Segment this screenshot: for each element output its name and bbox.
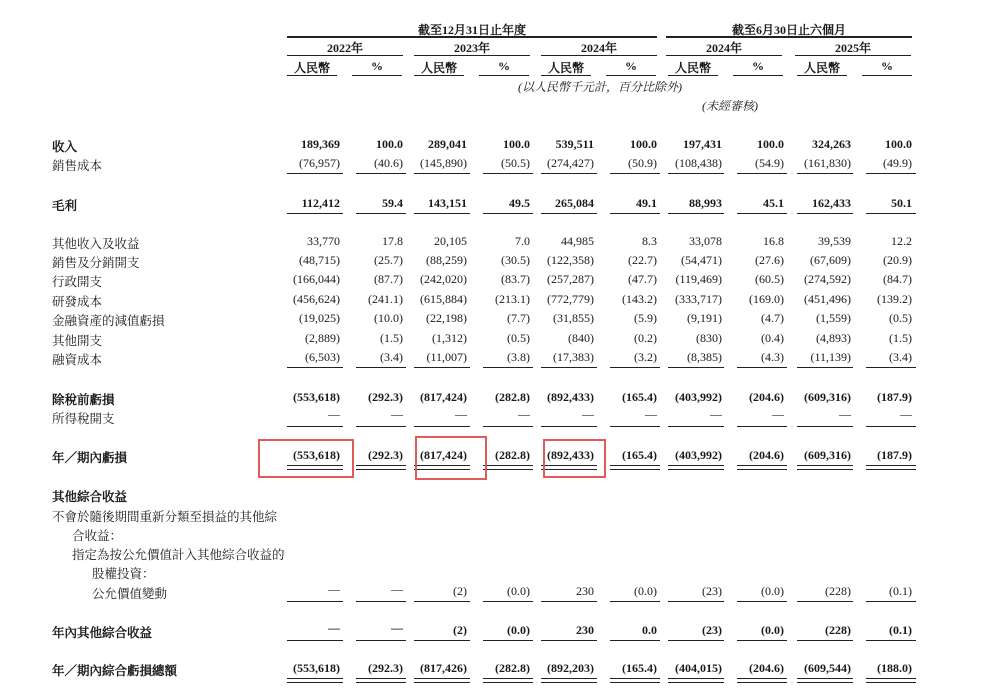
single-rule — [737, 426, 787, 427]
single-rule — [737, 640, 787, 641]
cell-oci-for-year-pct: (0.0) — [761, 623, 784, 637]
cell-income-tax-rmb: — — [839, 407, 851, 421]
cell-admin-expenses-rmb: (166,044) — [293, 272, 340, 286]
cell-selling-expenses-rmb: (48,715) — [299, 253, 340, 267]
subheader-rule — [414, 75, 464, 76]
single-rule — [356, 601, 406, 602]
single-rule — [668, 173, 724, 174]
row-label-income-tax: 所得稅開支 — [52, 412, 115, 426]
row-label-revenue: 收入 — [52, 140, 78, 154]
col-header-pct: % — [371, 59, 383, 73]
cell-impairment-pct: (7.7) — [507, 311, 530, 325]
cell-other-expenses-pct: (1.5) — [889, 331, 912, 345]
single-rule — [797, 213, 853, 214]
cell-other-income-pct: 16.8 — [763, 234, 784, 248]
cell-cost-of-sales-rmb: (145,890) — [420, 156, 467, 170]
single-rule — [483, 173, 533, 174]
cell-other-expenses-pct: (0.5) — [507, 331, 530, 345]
cell-loss-for-period-pct: (292.3) — [368, 448, 403, 462]
row-label-fair-value-change: 公允價值變動 — [92, 587, 168, 601]
cell-loss-before-tax-pct: (204.6) — [749, 390, 784, 404]
cell-fair-value-change-pct: (0.1) — [889, 584, 912, 598]
row-label-selling-expenses: 銷售及分銷開支 — [52, 256, 140, 270]
cell-loss-for-period-rmb: (609,316) — [804, 448, 851, 462]
cell-rd-costs-rmb: (615,884) — [420, 292, 467, 306]
year-2022: 2022年 — [326, 41, 363, 55]
single-rule — [668, 601, 724, 602]
cell-gross-profit-pct: 45.1 — [763, 196, 784, 210]
cell-other-expenses-rmb: (4,893) — [816, 331, 851, 345]
row-label-oci-heading: 其他綜合收益 — [52, 490, 128, 504]
cell-selling-expenses-pct: (22.7) — [628, 253, 657, 267]
row-label-gross-profit: 毛利 — [52, 199, 78, 213]
double-rule — [414, 678, 470, 683]
cell-finance-costs-rmb: (11,139) — [810, 350, 851, 364]
cell-finance-costs-pct: (3.4) — [889, 350, 912, 364]
double-rule — [797, 465, 853, 470]
cell-total-comprehensive-loss-rmb: (404,015) — [675, 661, 722, 675]
cell-other-expenses-pct: (1.5) — [380, 331, 403, 345]
year-rule — [795, 55, 911, 56]
double-rule — [356, 465, 406, 470]
single-rule — [483, 426, 533, 427]
cell-selling-expenses-pct: (30.5) — [501, 253, 530, 267]
cell-total-comprehensive-loss-rmb: (609,544) — [804, 661, 851, 675]
cell-other-income-rmb: 39,539 — [818, 234, 851, 248]
double-rule — [541, 678, 597, 683]
cell-loss-before-tax-rmb: (403,992) — [675, 390, 722, 404]
cell-admin-expenses-pct: (47.7) — [628, 272, 657, 286]
cell-impairment-pct: (10.0) — [374, 311, 403, 325]
period-rule-full-year — [287, 36, 657, 38]
cell-other-income-pct: 12.2 — [891, 234, 912, 248]
subheader-rule — [668, 75, 718, 76]
double-rule — [797, 678, 853, 683]
highlight-box-2022-loss — [258, 439, 354, 478]
cell-loss-for-period-rmb: (892,433) — [547, 448, 594, 462]
single-rule — [866, 640, 916, 641]
cell-rd-costs-pct: (143.2) — [622, 292, 657, 306]
cell-fair-value-change-pct: — — [391, 582, 403, 596]
cell-other-income-rmb: 33,770 — [307, 234, 340, 248]
single-rule — [668, 213, 724, 214]
row-label-impairment: 金融資產的減值虧損 — [52, 314, 165, 328]
single-rule — [356, 213, 406, 214]
cell-cost-of-sales-pct: (54.9) — [755, 156, 784, 170]
single-rule — [541, 601, 597, 602]
cell-fair-value-change-rmb: — — [328, 582, 340, 596]
subheader-rule — [606, 75, 656, 76]
single-rule — [866, 367, 916, 368]
cell-gross-profit-rmb: 88,993 — [689, 196, 722, 210]
cell-admin-expenses-pct: (60.5) — [755, 272, 784, 286]
single-rule — [541, 426, 597, 427]
cell-gross-profit-pct: 50.1 — [891, 196, 912, 210]
cell-fair-value-change-rmb: 230 — [576, 584, 594, 598]
cell-rd-costs-rmb: (333,717) — [675, 292, 722, 306]
cell-loss-before-tax-rmb: (817,424) — [420, 390, 467, 404]
cell-impairment-rmb: (22,198) — [426, 311, 467, 325]
cell-cost-of-sales-rmb: (161,830) — [804, 156, 851, 170]
subheader-rule — [862, 75, 912, 76]
cell-finance-costs-pct: (4.3) — [761, 350, 784, 364]
cell-total-comprehensive-loss-rmb: (817,426) — [420, 661, 467, 675]
cell-cost-of-sales-pct: (50.5) — [501, 156, 530, 170]
single-rule — [737, 367, 787, 368]
cell-loss-before-tax-pct: (282.8) — [495, 390, 530, 404]
cell-income-tax-rmb: — — [455, 407, 467, 421]
double-rule — [287, 678, 343, 683]
cell-total-comprehensive-loss-pct: (204.6) — [749, 661, 784, 675]
year-2023: 2023年 — [453, 41, 490, 55]
row-label-finance-costs: 融資成本 — [52, 353, 103, 367]
cell-oci-for-year-pct: — — [391, 621, 403, 635]
cell-finance-costs-pct: (3.8) — [507, 350, 530, 364]
cell-selling-expenses-pct: (25.7) — [374, 253, 403, 267]
single-rule — [287, 173, 343, 174]
single-rule — [483, 640, 533, 641]
cell-other-expenses-pct: (0.4) — [761, 331, 784, 345]
cell-loss-before-tax-rmb: (609,316) — [804, 390, 851, 404]
row-label-oci-sub1a: 不會於隨後期間重新分類至損益的其他綜 — [52, 510, 278, 524]
subheader-rule — [733, 75, 783, 76]
cell-income-tax-rmb: — — [710, 407, 722, 421]
cell-gross-profit-rmb: 162,433 — [812, 196, 851, 210]
cell-impairment-pct: (4.7) — [761, 311, 784, 325]
cell-other-expenses-pct: (0.2) — [634, 331, 657, 345]
row-label-other-expenses: 其他開支 — [52, 334, 103, 348]
single-rule — [668, 640, 724, 641]
cell-admin-expenses-pct: (84.7) — [883, 272, 912, 286]
single-rule — [541, 367, 597, 368]
row-label-rd-costs: 研發成本 — [52, 295, 103, 309]
cell-oci-for-year-rmb: 230 — [576, 623, 594, 637]
cell-loss-before-tax-rmb: (553,618) — [293, 390, 340, 404]
year-2025-h1: 2025年 — [834, 41, 871, 55]
highlight-box-2024-loss — [543, 439, 606, 478]
cell-income-tax-rmb: — — [328, 407, 340, 421]
cell-loss-before-tax-pct: (187.9) — [877, 390, 912, 404]
single-rule — [610, 173, 660, 174]
highlight-box-2023-loss — [415, 436, 487, 480]
row-label-oci-sub1b: 合收益： — [72, 529, 123, 543]
single-rule — [356, 640, 406, 641]
single-rule — [414, 213, 470, 214]
single-rule — [737, 213, 787, 214]
cell-income-tax-pct: — — [645, 407, 657, 421]
single-rule — [541, 640, 597, 641]
cell-admin-expenses-pct: (83.7) — [501, 272, 530, 286]
single-rule — [668, 367, 724, 368]
double-rule — [483, 465, 533, 470]
cell-loss-for-period-rmb: (403,992) — [675, 448, 722, 462]
double-rule — [737, 678, 787, 683]
double-rule — [610, 465, 660, 470]
cell-income-tax-pct: — — [772, 407, 784, 421]
single-rule — [797, 601, 853, 602]
cell-gross-profit-pct: 59.4 — [382, 196, 403, 210]
single-rule — [414, 601, 470, 602]
single-rule — [668, 426, 724, 427]
cell-admin-expenses-rmb: (257,287) — [547, 272, 594, 286]
single-rule — [414, 640, 470, 641]
single-rule — [483, 213, 533, 214]
cell-fair-value-change-pct: (0.0) — [761, 584, 784, 598]
cell-impairment-rmb: (1,559) — [816, 311, 851, 325]
single-rule — [356, 426, 406, 427]
row-label-oci-sub2b: 股權投資： — [92, 567, 155, 581]
cell-other-expenses-rmb: (830) — [696, 331, 722, 345]
year-rule — [666, 55, 782, 56]
double-rule — [668, 678, 724, 683]
cell-admin-expenses-rmb: (242,020) — [420, 272, 467, 286]
cell-revenue-pct: 100.0 — [757, 137, 784, 151]
subheader-rule — [541, 75, 591, 76]
cell-gross-profit-rmb: 112,412 — [301, 196, 340, 210]
cell-total-comprehensive-loss-pct: (165.4) — [622, 661, 657, 675]
cell-total-comprehensive-loss-pct: (188.0) — [877, 661, 912, 675]
cell-other-income-rmb: 33,078 — [689, 234, 722, 248]
cell-income-tax-pct: — — [518, 407, 530, 421]
cell-oci-for-year-rmb: (23) — [702, 623, 722, 637]
cell-rd-costs-rmb: (451,496) — [804, 292, 851, 306]
cell-income-tax-rmb: — — [582, 407, 594, 421]
double-rule — [356, 678, 406, 683]
single-rule — [483, 367, 533, 368]
double-rule — [866, 465, 916, 470]
cell-selling-expenses-pct: (27.6) — [755, 253, 784, 267]
cell-rd-costs-pct: (139.2) — [877, 292, 912, 306]
single-rule — [610, 367, 660, 368]
cell-rd-costs-rmb: (772,779) — [547, 292, 594, 306]
row-label-oci-sub2a: 指定為按公允價值計入其他綜合收益的 — [72, 548, 285, 562]
double-rule — [737, 465, 787, 470]
row-label-cost-of-sales: 銷售成本 — [52, 159, 103, 173]
single-rule — [610, 213, 660, 214]
single-rule — [414, 367, 470, 368]
cell-other-expenses-rmb: (840) — [568, 331, 594, 345]
cell-impairment-rmb: (19,025) — [299, 311, 340, 325]
cell-revenue-pct: 100.0 — [630, 137, 657, 151]
single-rule — [414, 426, 470, 427]
cell-total-comprehensive-loss-pct: (292.3) — [368, 661, 403, 675]
double-rule — [610, 678, 660, 683]
row-label-total-comprehensive-loss: 年／期內綜合虧損總額 — [52, 664, 178, 678]
single-rule — [797, 367, 853, 368]
col-header-rmb: 人民幣 — [674, 61, 711, 75]
single-rule — [737, 173, 787, 174]
cell-selling-expenses-rmb: (88,259) — [426, 253, 467, 267]
row-label-admin-expenses: 行政開支 — [52, 275, 103, 289]
cell-total-comprehensive-loss-rmb: (553,618) — [293, 661, 340, 675]
row-label-other-income: 其他收入及收益 — [52, 237, 140, 251]
cell-cost-of-sales-rmb: (76,957) — [299, 156, 340, 170]
cell-cost-of-sales-pct: (50.9) — [628, 156, 657, 170]
cell-rd-costs-pct: (241.1) — [368, 292, 403, 306]
single-rule — [541, 173, 597, 174]
period-header-six-months: 截至6月30日止六個月 — [731, 23, 846, 37]
cell-loss-for-period-pct: (282.8) — [495, 448, 530, 462]
cell-other-expenses-rmb: (1,312) — [432, 331, 467, 345]
single-rule — [287, 367, 343, 368]
single-rule — [866, 601, 916, 602]
cell-finance-costs-rmb: (6,503) — [305, 350, 340, 364]
year-2024-h1: 2024年 — [705, 41, 742, 55]
cell-loss-for-period-pct: (165.4) — [622, 448, 657, 462]
cell-oci-for-year-rmb: (2) — [453, 623, 467, 637]
year-rule — [414, 55, 530, 56]
year-2024: 2024年 — [580, 41, 617, 55]
cell-income-tax-pct: — — [900, 407, 912, 421]
subheader-rule — [797, 75, 847, 76]
cell-loss-for-period-pct: (204.6) — [749, 448, 784, 462]
row-label-loss-for-period: 年／期內虧損 — [52, 451, 128, 465]
single-rule — [866, 173, 916, 174]
cell-loss-for-period-pct: (187.9) — [877, 448, 912, 462]
single-rule — [610, 640, 660, 641]
unaudited-note: (未經審核) — [702, 99, 758, 113]
cell-gross-profit-rmb: 143,151 — [428, 196, 467, 210]
cell-revenue-rmb: 324,263 — [812, 137, 851, 151]
cell-selling-expenses-rmb: (67,609) — [810, 253, 851, 267]
single-rule — [797, 173, 853, 174]
cell-total-comprehensive-loss-rmb: (892,203) — [547, 661, 594, 675]
subheader-rule — [287, 75, 337, 76]
cell-oci-for-year-pct: (0.0) — [507, 623, 530, 637]
single-rule — [287, 601, 343, 602]
cell-oci-for-year-rmb: (228) — [825, 623, 851, 637]
double-rule — [866, 678, 916, 683]
cell-fair-value-change-rmb: (2) — [453, 584, 467, 598]
cell-other-expenses-rmb: (2,889) — [305, 331, 340, 345]
cell-selling-expenses-pct: (20.9) — [883, 253, 912, 267]
cell-revenue-pct: 100.0 — [376, 137, 403, 151]
double-rule — [483, 678, 533, 683]
row-label-loss-before-tax: 除稅前虧損 — [52, 393, 115, 407]
cell-cost-of-sales-rmb: (274,427) — [547, 156, 594, 170]
single-rule — [610, 426, 660, 427]
cell-selling-expenses-rmb: (122,358) — [547, 253, 594, 267]
col-header-rmb: 人民幣 — [803, 61, 840, 75]
cell-rd-costs-rmb: (456,624) — [293, 292, 340, 306]
single-rule — [610, 601, 660, 602]
period-rule-six-months — [666, 36, 912, 38]
single-rule — [287, 213, 343, 214]
single-rule — [483, 601, 533, 602]
cell-impairment-rmb: (31,855) — [553, 311, 594, 325]
row-label-oci-for-year: 年內其他綜合收益 — [52, 626, 153, 640]
double-rule — [668, 465, 724, 470]
cell-revenue-rmb: 289,041 — [428, 137, 467, 151]
cell-revenue-rmb: 539,511 — [555, 137, 594, 151]
cell-finance-costs-rmb: (17,383) — [553, 350, 594, 364]
single-rule — [287, 640, 343, 641]
cell-finance-costs-rmb: (8,385) — [687, 350, 722, 364]
cell-rd-costs-pct: (169.0) — [749, 292, 784, 306]
cell-finance-costs-rmb: (11,007) — [426, 350, 467, 364]
cell-admin-expenses-rmb: (274,592) — [804, 272, 851, 286]
cell-loss-before-tax-rmb: (892,433) — [547, 390, 594, 404]
cell-admin-expenses-pct: (87.7) — [374, 272, 403, 286]
cell-cost-of-sales-rmb: (108,438) — [675, 156, 722, 170]
cell-admin-expenses-rmb: (119,469) — [675, 272, 722, 286]
cell-finance-costs-pct: (3.4) — [380, 350, 403, 364]
cell-fair-value-change-rmb: (228) — [825, 584, 851, 598]
single-rule — [866, 213, 916, 214]
cell-loss-for-period-rmb: (553,618) — [293, 448, 340, 462]
cell-other-income-pct: 8.3 — [642, 234, 657, 248]
single-rule — [414, 173, 470, 174]
cell-income-tax-pct: — — [391, 407, 403, 421]
cell-other-income-pct: 7.0 — [515, 234, 530, 248]
cell-loss-before-tax-pct: (292.3) — [368, 390, 403, 404]
units-note: (以人民幣千元計，百分比除外) — [518, 80, 682, 94]
cell-selling-expenses-rmb: (54,471) — [681, 253, 722, 267]
cell-impairment-pct: (0.5) — [889, 311, 912, 325]
year-rule — [287, 55, 403, 56]
cell-cost-of-sales-pct: (49.9) — [883, 156, 912, 170]
cell-other-income-pct: 17.8 — [382, 234, 403, 248]
cell-fair-value-change-pct: (0.0) — [634, 584, 657, 598]
single-rule — [287, 426, 343, 427]
single-rule — [797, 426, 853, 427]
cell-impairment-rmb: (9,191) — [687, 311, 722, 325]
cell-fair-value-change-pct: (0.0) — [507, 584, 530, 598]
cell-rd-costs-pct: (213.1) — [495, 292, 530, 306]
cell-revenue-rmb: 189,369 — [301, 137, 340, 151]
cell-fair-value-change-rmb: (23) — [702, 584, 722, 598]
col-header-rmb: 人民幣 — [547, 61, 584, 75]
cell-other-income-rmb: 20,105 — [434, 234, 467, 248]
col-header-pct: % — [625, 59, 637, 73]
cell-total-comprehensive-loss-pct: (282.8) — [495, 661, 530, 675]
cell-oci-for-year-pct: 0.0 — [642, 623, 657, 637]
single-rule — [866, 426, 916, 427]
subheader-rule — [479, 75, 529, 76]
col-header-pct: % — [498, 59, 510, 73]
col-header-pct: % — [752, 59, 764, 73]
cell-oci-for-year-pct: (0.1) — [889, 623, 912, 637]
col-header-rmb: 人民幣 — [293, 61, 330, 75]
cell-impairment-pct: (5.9) — [634, 311, 657, 325]
cell-oci-for-year-rmb: — — [328, 621, 340, 635]
cell-gross-profit-pct: 49.1 — [636, 196, 657, 210]
cell-loss-before-tax-pct: (165.4) — [622, 390, 657, 404]
single-rule — [737, 601, 787, 602]
single-rule — [797, 640, 853, 641]
col-header-pct: % — [881, 59, 893, 73]
cell-revenue-rmb: 197,431 — [683, 137, 722, 151]
single-rule — [541, 213, 597, 214]
cell-finance-costs-pct: (3.2) — [634, 350, 657, 364]
cell-other-income-rmb: 44,985 — [561, 234, 594, 248]
cell-gross-profit-rmb: 265,084 — [555, 196, 594, 210]
year-rule — [541, 55, 657, 56]
cell-revenue-pct: 100.0 — [885, 137, 912, 151]
subheader-rule — [352, 75, 402, 76]
single-rule — [356, 173, 406, 174]
cell-gross-profit-pct: 49.5 — [509, 196, 530, 210]
cell-cost-of-sales-pct: (40.6) — [374, 156, 403, 170]
period-header-full-year: 截至12月31日止年度 — [417, 23, 526, 37]
cell-loss-for-period-rmb: (817,424) — [420, 448, 467, 462]
col-header-rmb: 人民幣 — [420, 61, 457, 75]
single-rule — [356, 367, 406, 368]
cell-revenue-pct: 100.0 — [503, 137, 530, 151]
